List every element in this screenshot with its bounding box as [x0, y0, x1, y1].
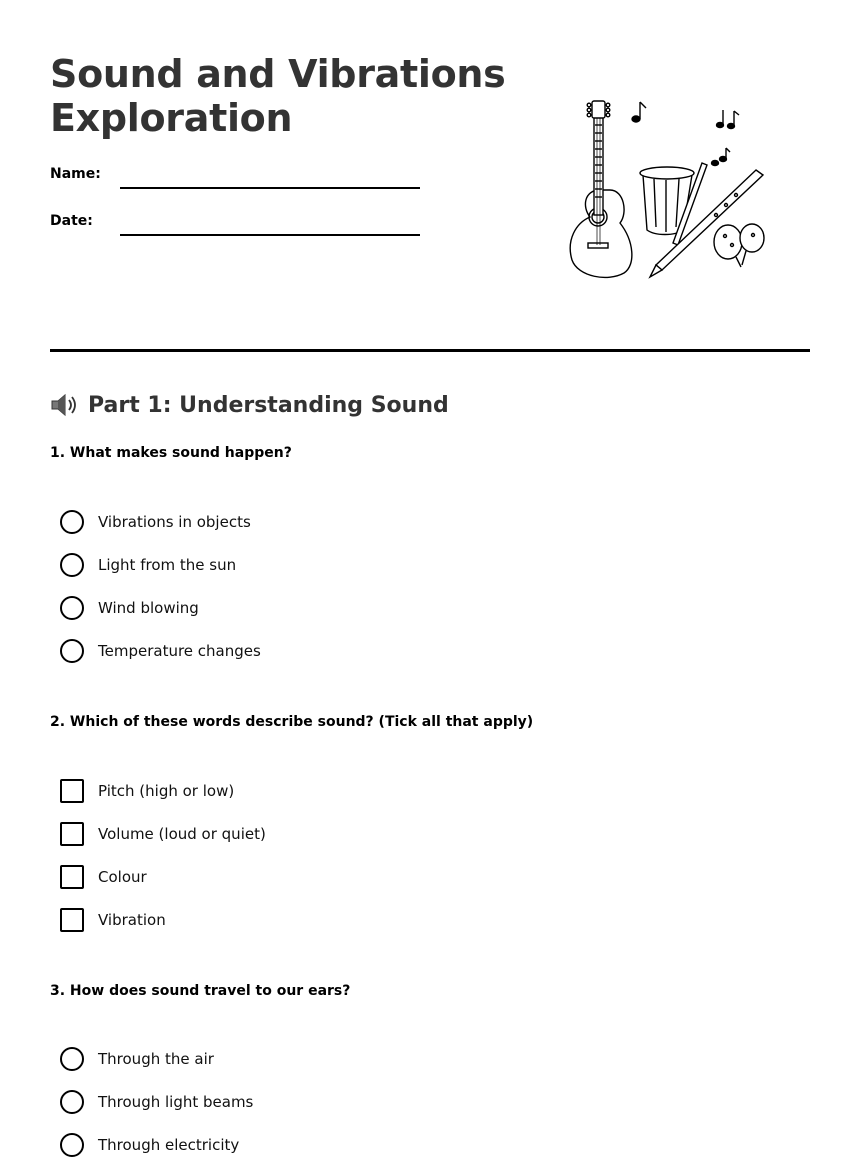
radio-button[interactable]	[60, 596, 84, 620]
checkbox[interactable]	[60, 908, 84, 932]
checkbox[interactable]	[60, 779, 84, 803]
title-line-2: Exploration	[50, 96, 293, 140]
question-1-option-1[interactable]	[60, 509, 251, 535]
name-field[interactable]	[120, 187, 420, 189]
question-2-label: 2. Which of these words describe sound? (Tick all that apply)	[50, 714, 534, 730]
checkbox[interactable]	[60, 822, 84, 846]
option-label: Temperature changes	[98, 642, 261, 660]
radio-button[interactable]	[60, 639, 84, 663]
option-label: Light from the sun	[98, 556, 237, 574]
radio-button[interactable]	[60, 1090, 84, 1114]
question-3-option-3[interactable]	[60, 1132, 239, 1158]
guitar-icon	[570, 101, 632, 277]
question-2-option-3[interactable]	[60, 864, 147, 890]
checkbox[interactable]	[60, 865, 84, 889]
radio-button[interactable]	[60, 1047, 84, 1071]
radio-button[interactable]	[60, 553, 84, 577]
instruments-illustration	[550, 95, 780, 285]
question-3-option-1[interactable]	[60, 1046, 214, 1072]
question-2-option-2[interactable]	[60, 821, 266, 847]
date-field[interactable]	[120, 234, 420, 236]
option-label: Volume (loud or quiet)	[98, 825, 266, 843]
option-label: Wind blowing	[98, 599, 199, 617]
question-1-label: 1. What makes sound happen?	[50, 445, 292, 461]
title-line-1: Sound and Vibrations	[50, 52, 506, 96]
question-1-option-2[interactable]	[60, 552, 236, 578]
page-title	[50, 52, 505, 140]
date-label: Date:	[50, 213, 93, 229]
option-label: Through light beams	[98, 1093, 254, 1111]
part-1-heading	[50, 390, 449, 420]
part-1-title: Part 1: Understanding Sound	[88, 392, 449, 418]
option-label: Pitch (high or low)	[98, 782, 235, 800]
question-1-option-4[interactable]	[60, 638, 261, 664]
option-label: Vibrations in objects	[98, 513, 251, 531]
maracas-icon	[714, 224, 764, 267]
option-label: Through the air	[98, 1050, 214, 1068]
name-label: Name:	[50, 166, 101, 182]
option-label: Vibration	[98, 911, 166, 929]
radio-button[interactable]	[60, 1133, 84, 1157]
question-3-option-2[interactable]	[60, 1089, 253, 1115]
question-2-option-1[interactable]	[60, 778, 234, 804]
option-label: Through electricity	[98, 1136, 240, 1154]
option-label: Colour	[98, 868, 147, 886]
music-note-icon	[632, 102, 739, 166]
question-2-option-4[interactable]	[60, 907, 166, 933]
radio-button[interactable]	[60, 510, 84, 534]
question-3-label: 3. How does sound travel to our ears?	[50, 983, 351, 999]
section-divider	[50, 349, 810, 352]
question-1-option-3[interactable]	[60, 595, 199, 621]
speaker-icon	[50, 391, 80, 419]
